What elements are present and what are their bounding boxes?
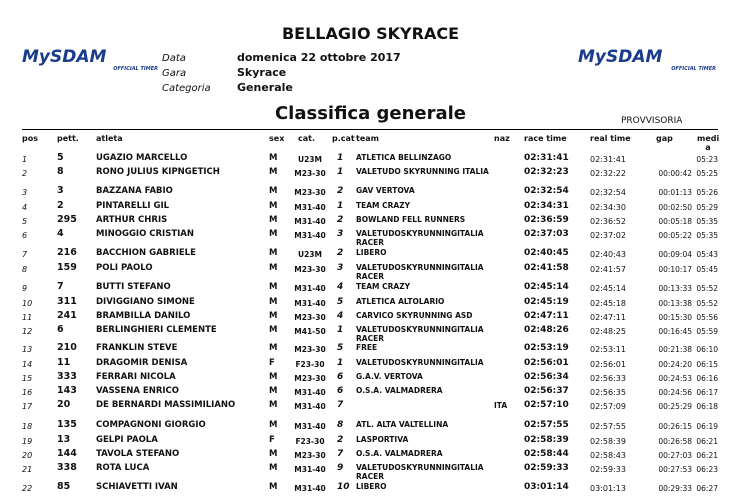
position-cell: 13: [22, 345, 33, 354]
real-time-cell: 02:37:02: [590, 231, 626, 240]
real-time-cell: 02:45:14: [590, 284, 626, 293]
category-rank-cell: 4: [337, 282, 344, 292]
category-cell: M23-30: [294, 345, 326, 354]
gap-cell: 00:26:58: [658, 437, 692, 446]
category-rank-cell: 1: [337, 167, 344, 177]
pace-cell: 05:29: [696, 203, 718, 212]
pace-cell: 06:15: [696, 360, 718, 369]
race-time-cell: 02:47:11: [524, 311, 569, 321]
race-time-cell: 03:01:14: [524, 482, 569, 492]
table-row: [0, 419, 741, 435]
table-row: [0, 262, 741, 281]
col-header-real-time: real time: [590, 134, 631, 143]
bib-cell: 2: [57, 200, 64, 211]
real-time-cell: 02:59:33: [590, 465, 626, 474]
category-rank-cell: 1: [337, 201, 344, 211]
real-time-cell: 02:56:33: [590, 374, 626, 383]
sex-cell: M: [269, 229, 278, 239]
category-cell: F23-30: [295, 360, 325, 369]
pace-cell: 05:52: [696, 284, 718, 293]
athlete-cell: FERRARI NICOLA: [96, 372, 176, 382]
real-time-cell: 02:48:25: [590, 327, 626, 336]
position-cell: 9: [22, 284, 28, 293]
sex-cell: M: [269, 372, 278, 382]
sex-cell: M: [269, 282, 278, 292]
info-value-gara: Skyrace: [237, 66, 287, 79]
pace-cell: 06:21: [696, 437, 718, 446]
race-time-cell: 02:32:54: [524, 186, 569, 196]
position-cell: 6: [22, 231, 28, 240]
team-cell: VALETUDOSKYRUNNINGITALIA RACER: [356, 229, 484, 247]
athlete-cell: RONO JULIUS KIPNGETICH: [96, 167, 220, 177]
team-cell: CARVICO SKYRUNNING ASD: [356, 311, 473, 320]
race-time-cell: 02:57:55: [524, 420, 569, 430]
real-time-cell: 02:34:30: [590, 203, 626, 212]
sex-cell: M: [269, 449, 278, 459]
info-label-data: Data: [162, 53, 186, 64]
athlete-cell: SCHIAVETTI IVAN: [96, 482, 178, 492]
gap-cell: 00:26:15: [658, 422, 692, 431]
gap-cell: 00:16:45: [658, 327, 692, 336]
real-time-cell: 02:57:55: [590, 422, 626, 431]
col-header-gap: gap: [656, 134, 673, 143]
gap-cell: 00:21:38: [658, 345, 692, 354]
category-cell: M31-40: [294, 484, 326, 493]
nation-cell: ITA: [494, 401, 508, 410]
bib-cell: 85: [57, 481, 71, 492]
pace-cell: 05:23: [696, 155, 718, 164]
race-time-cell: 02:41:58: [524, 263, 569, 273]
category-rank-cell: 2: [337, 186, 344, 196]
ranking-title: Classifica generale: [274, 103, 467, 124]
info-label-categoria: Categoria: [162, 83, 211, 94]
real-time-cell: 02:58:43: [590, 451, 626, 460]
col-header-sex: sex: [269, 134, 285, 143]
bib-cell: 333: [57, 371, 77, 382]
category-cell: M23-30: [294, 265, 326, 274]
category-rank-cell: 6: [337, 372, 344, 382]
athlete-cell: BACCHION GABRIELE: [96, 248, 196, 258]
athlete-cell: UGAZIO MARCELLO: [96, 153, 188, 163]
race-time-cell: 02:32:23: [524, 167, 569, 177]
real-time-cell: 02:31:41: [590, 155, 626, 164]
athlete-cell: PINTARELLI GIL: [96, 201, 170, 211]
position-cell: 20: [22, 451, 33, 460]
team-cell: VALETUDOSKYRUNNINGITALIA: [356, 358, 484, 367]
gap-cell: 00:24:53: [658, 374, 692, 383]
position-cell: 4: [22, 203, 28, 212]
sex-cell: M: [269, 186, 278, 196]
sex-cell: M: [269, 482, 278, 492]
col-header-naz: naz: [494, 134, 510, 143]
pace-cell: 06:27: [696, 484, 718, 493]
gap-cell: 00:00:42: [658, 169, 692, 178]
category-rank-cell: 1: [337, 358, 344, 368]
category-cell: M31-40: [294, 284, 326, 293]
col-header-pcat: p.cat: [332, 134, 355, 143]
category-rank-cell: 2: [337, 248, 344, 258]
sex-cell: F: [269, 358, 275, 368]
bib-cell: 216: [57, 247, 77, 258]
pace-cell: 05:43: [696, 250, 718, 259]
athlete-cell: COMPAGNONI GIORGIO: [96, 420, 206, 430]
category-cell: M23-30: [294, 451, 326, 460]
gap-cell: 00:25:29: [658, 402, 692, 411]
pace-cell: 05:56: [696, 313, 718, 322]
sex-cell: M: [269, 386, 278, 396]
athlete-cell: ARTHUR CHRIS: [96, 215, 168, 225]
race-time-cell: 02:58:39: [524, 435, 569, 445]
race-time-cell: 02:53:19: [524, 343, 569, 353]
table-row: [0, 166, 741, 182]
table-row: [0, 342, 741, 358]
category-cell: M41-50: [294, 327, 326, 336]
team-cell: ATL. ALTA VALTELLINA: [356, 420, 449, 429]
team-cell: VALETUDOSKYRUNNINGITALIA RACER: [356, 325, 484, 343]
pace-cell: 05:25: [696, 169, 718, 178]
bib-cell: 8: [57, 166, 64, 177]
category-rank-cell: 8: [337, 420, 344, 430]
info-label-gara: Gara: [162, 68, 187, 79]
gap-cell: 00:05:22: [658, 231, 692, 240]
athlete-cell: DE BERNARDI MASSIMILIANO: [96, 400, 236, 410]
category-cell: M31-40: [294, 422, 326, 431]
team-cell: LASPORTIVA: [356, 435, 409, 444]
sex-cell: M: [269, 311, 278, 321]
pace-cell: 05:52: [696, 299, 718, 308]
category-cell: M31-40: [294, 402, 326, 411]
pace-cell: 06:23: [696, 465, 718, 474]
bib-cell: 3: [57, 185, 64, 196]
position-cell: 15: [22, 374, 33, 383]
sex-cell: M: [269, 215, 278, 225]
bib-cell: 241: [57, 310, 77, 321]
pace-cell: 06:18: [696, 402, 718, 411]
event-title: BELLAGIO SKYRACE: [281, 24, 460, 43]
category-rank-cell: 5: [337, 297, 344, 307]
category-cell: M31-40: [294, 299, 326, 308]
col-header-athlete: atleta: [96, 134, 123, 143]
bib-cell: 20: [57, 399, 71, 410]
bib-cell: 295: [57, 214, 77, 225]
col-header-bib: pett.: [57, 134, 79, 143]
position-cell: 14: [22, 360, 33, 369]
table-row: [0, 462, 741, 481]
sex-cell: M: [269, 420, 278, 430]
bib-cell: 6: [57, 324, 64, 335]
pace-cell: 05:59: [696, 327, 718, 336]
gap-cell: 00:10:17: [658, 265, 692, 274]
category-rank-cell: 1: [337, 325, 344, 335]
athlete-cell: BUTTI STEFANO: [96, 282, 171, 292]
athlete-cell: FRANKLIN STEVE: [96, 343, 178, 353]
sex-cell: M: [269, 400, 278, 410]
position-cell: 5: [22, 217, 28, 226]
position-cell: 3: [22, 188, 28, 197]
pace-cell: 06:10: [696, 345, 718, 354]
category-cell: M23-30: [294, 313, 326, 322]
category-cell: M23-30: [294, 374, 326, 383]
race-time-cell: 02:56:01: [524, 358, 569, 368]
logo-subtitle: OFFICIAL TIMER: [113, 66, 158, 72]
sex-cell: M: [269, 201, 278, 211]
col-header-pos: pos: [22, 134, 38, 143]
category-cell: M31-40: [294, 203, 326, 212]
race-time-cell: 02:59:33: [524, 463, 569, 473]
col-header-race-time: race time: [524, 134, 567, 143]
sex-cell: M: [269, 248, 278, 258]
position-cell: 18: [22, 422, 33, 431]
team-cell: TEAM CRAZY: [356, 201, 411, 210]
team-cell: G.A.V. VERTOVA: [356, 372, 423, 381]
bib-cell: 11: [57, 357, 71, 368]
athlete-cell: VASSENA ENRICO: [96, 386, 179, 396]
team-cell: VALETUDOSKYRUNNINGITALIA RACER: [356, 263, 484, 281]
athlete-cell: BERLINGHIERI CLEMENTE: [96, 325, 217, 335]
team-cell: GAV VERTOVA: [356, 186, 415, 195]
race-time-cell: 02:56:37: [524, 386, 569, 396]
category-rank-cell: 9: [337, 463, 344, 473]
category-cell: M31-40: [294, 217, 326, 226]
real-time-cell: 02:36:52: [590, 217, 626, 226]
category-rank-cell: 2: [337, 215, 344, 225]
race-time-cell: 02:45:19: [524, 297, 569, 307]
real-time-cell: 02:56:35: [590, 388, 626, 397]
category-rank-cell: 7: [337, 449, 344, 459]
pace-cell: 06:21: [696, 451, 718, 460]
race-time-cell: 02:57:10: [524, 400, 569, 410]
position-cell: 19: [22, 437, 33, 446]
bib-cell: 143: [57, 385, 77, 396]
sex-cell: M: [269, 343, 278, 353]
gap-cell: 00:27:53: [658, 465, 692, 474]
sex-cell: F: [269, 435, 275, 445]
position-cell: 22: [22, 484, 33, 493]
logo-text: MySDAM: [22, 47, 107, 67]
sex-cell: M: [269, 325, 278, 335]
position-cell: 17: [22, 402, 33, 411]
logo-text: MySDAM: [578, 47, 663, 67]
bib-cell: 144: [57, 448, 77, 459]
info-value-categoria: Generale: [237, 81, 293, 94]
real-time-cell: 02:40:43: [590, 250, 626, 259]
position-cell: 21: [22, 465, 33, 474]
real-time-cell: 02:45:18: [590, 299, 626, 308]
bib-cell: 135: [57, 419, 77, 430]
col-header-cat: cat.: [298, 134, 316, 143]
table-row: [0, 281, 741, 297]
pace-cell: 06:16: [696, 374, 718, 383]
table-row: [0, 185, 741, 201]
sex-cell: M: [269, 153, 278, 163]
gap-cell: 00:02:50: [658, 203, 692, 212]
bib-cell: 5: [57, 152, 64, 163]
athlete-cell: DRAGOMIR DENISA: [96, 358, 188, 368]
gap-cell: 00:13:33: [658, 284, 692, 293]
athlete-cell: ROTA LUCA: [96, 463, 150, 473]
category-rank-cell: 3: [337, 229, 344, 239]
team-cell: LIBERO: [356, 482, 387, 491]
category-cell: M23-30: [294, 169, 326, 178]
team-cell: LIBERO: [356, 248, 387, 257]
team-cell: FREE: [356, 343, 378, 352]
bib-cell: 4: [57, 228, 64, 239]
category-rank-cell: 4: [337, 311, 344, 321]
col-header-media: medi a: [697, 134, 720, 152]
category-rank-cell: 1: [337, 153, 344, 163]
logo-subtitle: OFFICIAL TIMER: [671, 66, 716, 72]
athlete-cell: BAZZANA FABIO: [96, 186, 173, 196]
race-time-cell: 02:31:41: [524, 153, 569, 163]
athlete-cell: BRAMBILLA DANILO: [96, 311, 191, 321]
athlete-cell: TAVOLA STEFANO: [96, 449, 180, 459]
sex-cell: M: [269, 167, 278, 177]
category-rank-cell: 5: [337, 343, 344, 353]
race-time-cell: 02:56:34: [524, 372, 569, 382]
athlete-cell: GELPI PAOLA: [96, 435, 158, 445]
category-cell: M23-30: [294, 188, 326, 197]
team-cell: VALETUDOSKYRUNNINGITALIA RACER: [356, 463, 484, 481]
gap-cell: 00:13:38: [658, 299, 692, 308]
gap-cell: 00:27:03: [658, 451, 692, 460]
category-cell: F23-30: [295, 437, 325, 446]
bib-cell: 210: [57, 342, 77, 353]
info-value-data: domenica 22 ottobre 2017: [237, 51, 401, 64]
pace-cell: 05:35: [696, 231, 718, 240]
category-rank-cell: 10: [337, 482, 350, 492]
gap-cell: 00:01:13: [658, 188, 692, 197]
race-time-cell: 02:36:59: [524, 215, 569, 225]
gap-cell: 00:29:33: [658, 484, 692, 493]
bib-cell: 7: [57, 281, 64, 292]
category-cell: U23M: [298, 250, 322, 259]
real-time-cell: 02:56:01: [590, 360, 626, 369]
table-row: [0, 247, 741, 263]
team-cell: O.S.A. VALMADRERA: [356, 386, 443, 395]
team-cell: VALETUDO SKYRUNNING ITALIA: [356, 167, 489, 176]
athlete-cell: DIVIGGIANO SIMONE: [96, 297, 195, 307]
header-divider: [22, 129, 718, 130]
gap-cell: 00:15:30: [658, 313, 692, 322]
category-cell: M31-40: [294, 231, 326, 240]
real-time-cell: 02:53:11: [590, 345, 626, 354]
category-cell: U23M: [298, 155, 322, 164]
team-cell: ATLETICA BELLINZAGO: [356, 153, 452, 162]
table-row: [0, 481, 741, 497]
race-time-cell: 02:58:44: [524, 449, 569, 459]
race-time-cell: 02:48:26: [524, 325, 569, 335]
category-rank-cell: 3: [337, 263, 344, 273]
real-time-cell: 02:58:39: [590, 437, 626, 446]
category-rank-cell: 6: [337, 386, 344, 396]
real-time-cell: 02:47:11: [590, 313, 626, 322]
real-time-cell: 03:01:13: [590, 484, 626, 493]
pace-cell: 06:19: [696, 422, 718, 431]
gap-cell: 00:24:20: [658, 360, 692, 369]
pace-cell: 05:45: [696, 265, 718, 274]
table-row: [0, 228, 741, 247]
gap-cell: 00:09:04: [658, 250, 692, 259]
sex-cell: M: [269, 263, 278, 273]
team-cell: ATLETICA ALTOLARIO: [356, 297, 445, 306]
race-time-cell: 02:37:03: [524, 229, 569, 239]
pace-cell: 06:17: [696, 388, 718, 397]
team-cell: O.S.A. VALMADRERA: [356, 449, 443, 458]
team-cell: BOWLAND FELL RUNNERS: [356, 215, 466, 224]
sex-cell: M: [269, 297, 278, 307]
col-header-team: team: [356, 134, 379, 143]
category-cell: M31-40: [294, 388, 326, 397]
table-row: [0, 324, 741, 343]
category-rank-cell: 2: [337, 435, 344, 445]
pace-cell: 05:35: [696, 217, 718, 226]
bib-cell: 338: [57, 462, 77, 473]
mysdam-logo-left: [22, 49, 158, 72]
position-cell: 12: [22, 327, 33, 336]
gap-cell: 00:24:56: [658, 388, 692, 397]
position-cell: 10: [22, 299, 33, 308]
race-time-cell: 02:40:45: [524, 248, 569, 258]
position-cell: 11: [22, 313, 33, 322]
table-row: [0, 399, 741, 415]
real-time-cell: 02:57:09: [590, 402, 626, 411]
bib-cell: 311: [57, 296, 77, 307]
bib-cell: 159: [57, 262, 77, 273]
status-label: PROVVISORIA: [621, 116, 683, 126]
race-time-cell: 02:34:31: [524, 201, 569, 211]
real-time-cell: 02:32:22: [590, 169, 626, 178]
athlete-cell: POLI PAOLO: [96, 263, 153, 273]
real-time-cell: 02:41:57: [590, 265, 626, 274]
position-cell: 2: [22, 169, 28, 178]
real-time-cell: 02:32:54: [590, 188, 626, 197]
position-cell: 1: [22, 155, 28, 164]
bib-cell: 13: [57, 434, 71, 445]
race-time-cell: 02:45:14: [524, 282, 569, 292]
athlete-cell: MINOGGIO CRISTIAN: [96, 229, 194, 239]
sex-cell: M: [269, 463, 278, 473]
gap-cell: 00:05:18: [658, 217, 692, 226]
team-cell: TEAM CRAZY: [356, 282, 411, 291]
position-cell: 8: [22, 265, 28, 274]
mysdam-logo-right: [578, 49, 716, 72]
position-cell: 16: [22, 388, 33, 397]
position-cell: 7: [22, 250, 28, 259]
pace-cell: 05:26: [696, 188, 718, 197]
category-cell: M31-40: [294, 465, 326, 474]
category-rank-cell: 7: [337, 400, 344, 410]
